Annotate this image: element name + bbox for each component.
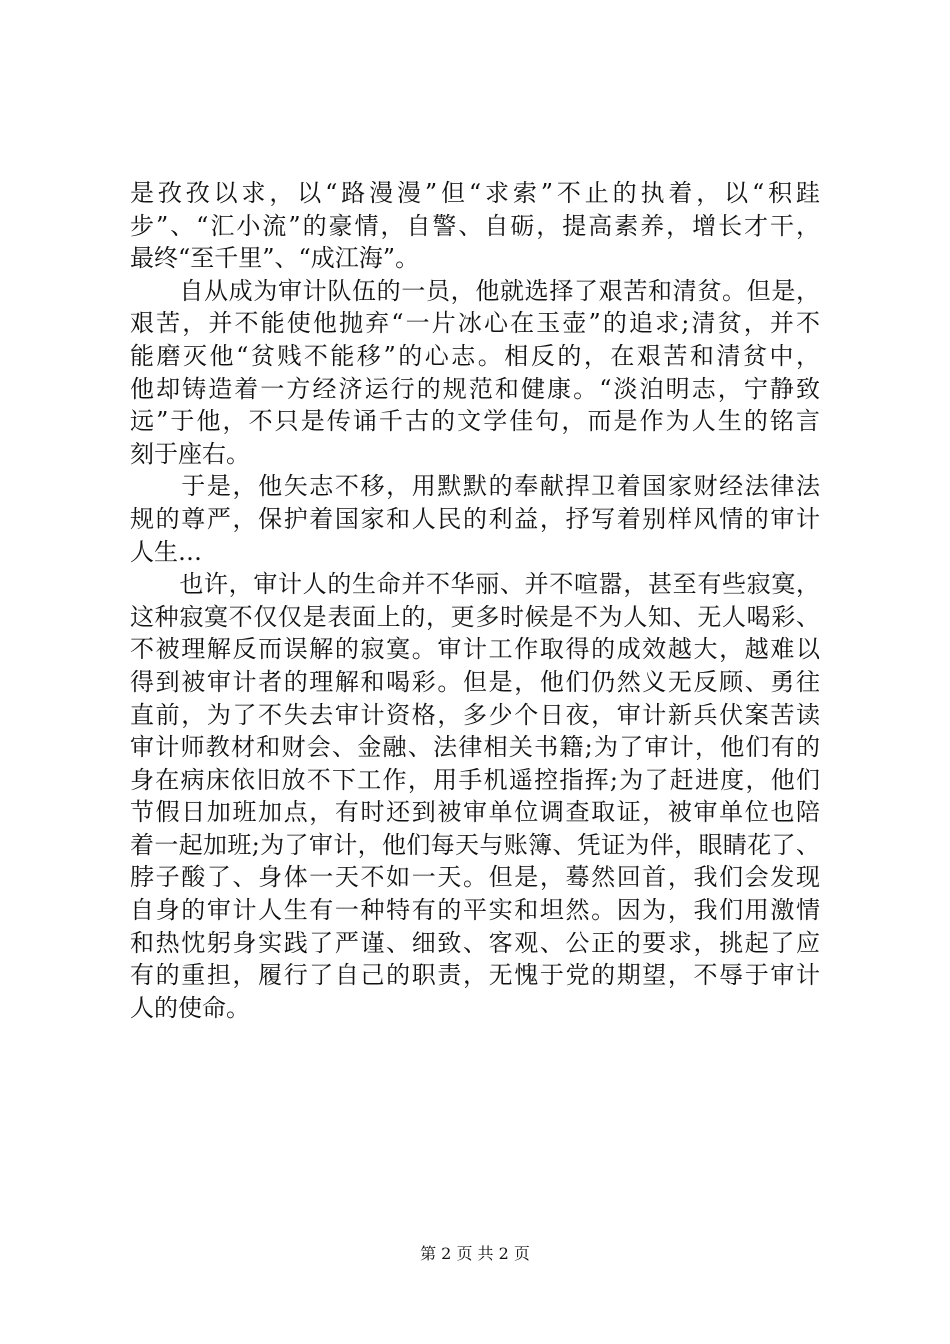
text-line: 他却铸造着一方经济运行的规范和健康。“淡泊明志，宁静致 [130, 374, 820, 403]
text-line: 刻于座右。 [130, 439, 250, 468]
text-line: 不被理解反而误解的寂寞。审计工作取得的成效越大，越难以 [130, 635, 820, 664]
text-line: 是孜孜以求，以“路漫漫”但“求索”不止的执着，以“积跬 [130, 179, 820, 207]
text-line: 于是，他矢志不移，用默默的奉献捍卫着国家财经法律法 [130, 472, 820, 501]
text-line: 有的重担，履行了自己的职责，无愧于党的期望，不辱于审计 [130, 961, 820, 990]
text-line: 审计师教材和财会、金融、法律相关书籍;为了审计，他们有的 [130, 733, 820, 762]
text-line: 规的尊严，保护着国家和人民的利益，抒写着别样风情的审计 [130, 504, 820, 533]
text-line: 人的使命。 [130, 993, 250, 1022]
text-line: 能磨灭他“贫贱不能移”的心志。相反的，在艰苦和清贫中， [130, 341, 820, 370]
text-line: 人生… [130, 537, 202, 566]
text-line: 远”于他，不只是传诵千古的文学佳句，而是作为人生的铭言 [130, 407, 820, 436]
text-line: 着一起加班;为了审计，他们每天与账簿、凭证为伴，眼睛花了、 [130, 830, 820, 859]
text-line: 直前，为了不失去审计资格，多少个日夜，审计新兵伏案苦读 [130, 700, 820, 729]
text-line: 得到被审计者的理解和喝彩。但是，他们仍然义无反顾、勇往 [130, 667, 820, 696]
text-line: 和热忱躬身实践了严谨、细致、客观、公正的要求，挑起了应 [130, 928, 820, 957]
text-line: 节假日加班加点，有时还到被审单位调查取证，被审单位也陪 [130, 798, 820, 827]
text-line: 自身的审计人生有一种特有的平实和坦然。因为，我们用激情 [130, 896, 820, 925]
page-footer: 第 2 页 共 2 页 [420, 1244, 530, 1263]
body-text [130, 177, 820, 1024]
text-line: 步”、“汇小流”的豪情，自警、自砺，提高素养，增长才干， [130, 211, 820, 240]
text-line: 这种寂寞不仅仅是表面上的，更多时候是不为人知、无人喝彩、 [130, 602, 820, 631]
text-line: 也许，审计人的生命并不华丽、并不喧嚣，甚至有些寂寞， [130, 570, 820, 599]
text-line: 身在病床依旧放不下工作，用手机遥控指挥;为了赶进度，他们 [130, 765, 820, 794]
text-line: 艰苦，并不能使他抛弃“一片冰心在玉壶”的追求;清贫，并不 [130, 309, 820, 338]
text-line: 自从成为审计队伍的一员，他就选择了艰苦和清贫。但是， [130, 276, 820, 305]
text-line: 最终“至千里”、“成江海”。 [130, 244, 420, 273]
text-line: 脖子酸了、身体一天不如一天。但是，蓦然回首，我们会发现 [130, 863, 820, 892]
